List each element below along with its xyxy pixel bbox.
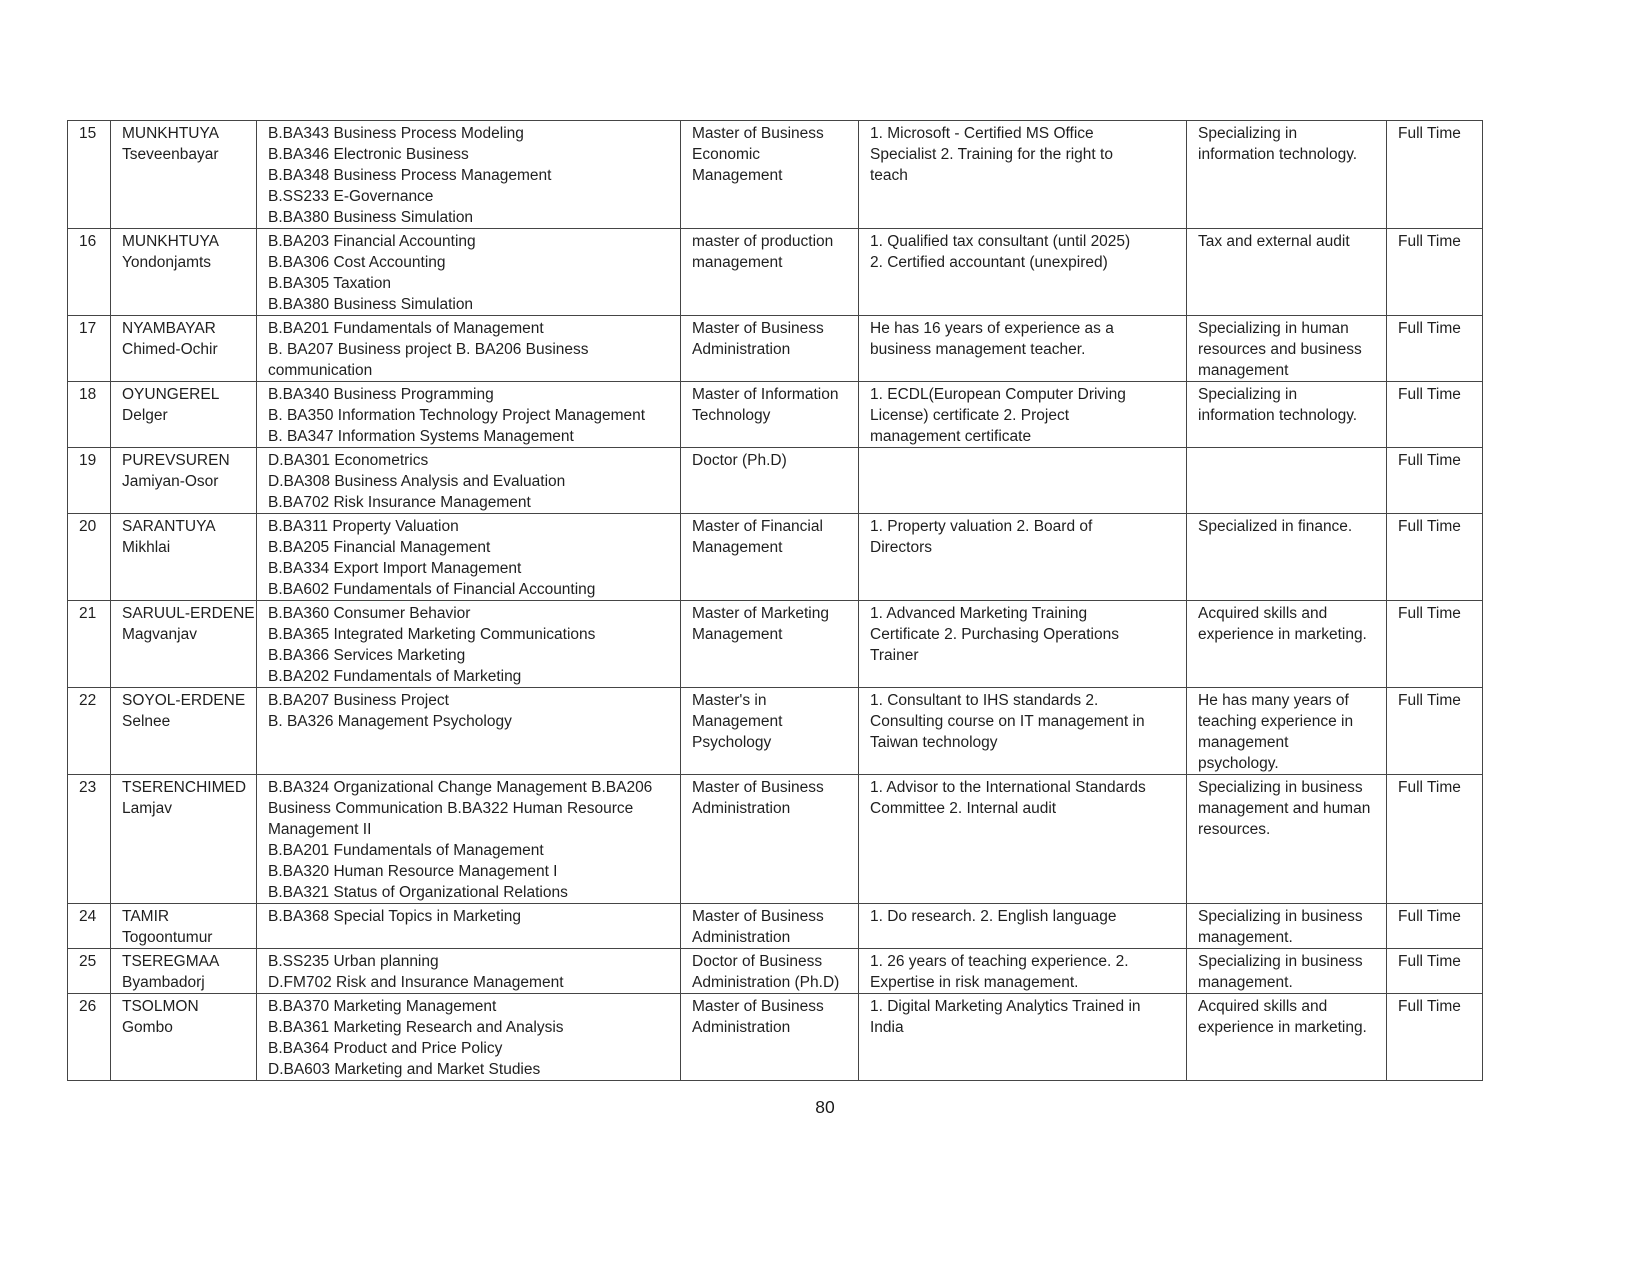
text-line: Gombo: [122, 1019, 173, 1036]
cell-employment: [1387, 904, 1483, 949]
text-line: D.BA301 Econometrics: [268, 452, 429, 469]
text-line: India: [870, 1019, 904, 1036]
text-line: TSEREGMAA: [122, 953, 220, 970]
text-line: Yondonjamts: [122, 254, 212, 271]
text-line: 1. 26 years of teaching experience. 2.: [870, 953, 1129, 970]
cell-specialization: [1187, 514, 1387, 601]
text-line: Administration: [692, 1019, 791, 1036]
cell-no: [68, 382, 111, 448]
text-line: management: [1198, 362, 1289, 379]
text-line: Specializing in: [1198, 386, 1298, 403]
text-line: 23: [79, 779, 97, 796]
cell-specialization: [1187, 994, 1387, 1081]
cell-degree: [681, 514, 859, 601]
text-line: NYAMBAYAR: [122, 320, 216, 337]
text-line: SARUUL-ERDENE: [122, 605, 255, 622]
text-line: TAMIR: [122, 908, 170, 925]
faculty-table-body: [68, 121, 1483, 1081]
text-line: management.: [1198, 974, 1293, 991]
text-line: Master of Information: [692, 386, 839, 403]
text-line: Full Time: [1398, 605, 1461, 622]
cell-employment: [1387, 382, 1483, 448]
text-line: 25: [79, 953, 97, 970]
text-line: B.BA702 Risk Insurance Management: [268, 494, 531, 511]
text-line: B. BA350 Information Technology Project Management: [268, 407, 646, 424]
cell-name: [111, 514, 257, 601]
text-line: Master of Business: [692, 320, 824, 337]
text-line: B.BA205 Financial Management: [268, 539, 491, 556]
cell-specialization: [1187, 229, 1387, 316]
text-line: Management: [692, 539, 783, 556]
cell-employment: [1387, 514, 1483, 601]
text-line: Selnee: [122, 713, 171, 730]
cell-name: [111, 688, 257, 775]
table-row-21: [68, 601, 1483, 688]
text-line: Full Time: [1398, 908, 1461, 925]
text-line: 1. Advisor to the International Standards: [870, 779, 1146, 796]
cell-specialization: [1187, 775, 1387, 904]
text-line: B.BA365 Integrated Marketing Communications: [268, 626, 596, 643]
text-line: B.BA306 Cost Accounting: [268, 254, 446, 271]
text-line: Tseveenbayar: [122, 146, 219, 163]
text-line: Full Time: [1398, 125, 1461, 142]
text-line: Specializing in business: [1198, 908, 1363, 925]
text-line: Management: [692, 167, 783, 184]
cell-degree: [681, 316, 859, 382]
cell-employment: [1387, 448, 1483, 514]
text-line: SARANTUYA: [122, 518, 216, 535]
text-line: TSERENCHIMED: [122, 779, 247, 796]
table-row-17: [68, 316, 1483, 382]
cell-degree: [681, 229, 859, 316]
cell-no: [68, 229, 111, 316]
text-line: 1. Microsoft - Certified MS Office: [870, 125, 1094, 142]
text-line: Master of Marketing: [692, 605, 829, 622]
cell-degree: [681, 949, 859, 994]
cell-name: [111, 904, 257, 949]
text-line: Doctor of Business: [692, 953, 823, 970]
cell-no: [68, 448, 111, 514]
cell-courses: [257, 316, 681, 382]
text-line: information technology.: [1198, 407, 1358, 424]
text-line: Togoontumur: [122, 929, 213, 946]
text-line: B. BA207 Business project B. BA206 Business: [268, 341, 589, 358]
text-line: experience in marketing.: [1198, 1019, 1367, 1036]
cell-no: [68, 994, 111, 1081]
cell-courses: [257, 775, 681, 904]
cell-specialization: [1187, 448, 1387, 514]
cell-degree: [681, 904, 859, 949]
cell-degree: [681, 121, 859, 229]
cell-certifications: [859, 601, 1187, 688]
text-line: Management: [692, 626, 783, 643]
text-line: resources and business: [1198, 341, 1362, 358]
text-line: Master of Business: [692, 908, 824, 925]
text-line: Psychology: [692, 734, 772, 751]
table-row-26: [68, 994, 1483, 1081]
page-number: 80: [815, 1097, 835, 1117]
cell-name: [111, 994, 257, 1081]
text-line: D.FM702 Risk and Insurance Management: [268, 974, 564, 991]
text-line: Master's in: [692, 692, 767, 709]
text-line: management: [692, 254, 783, 271]
cell-no: [68, 775, 111, 904]
cell-name: [111, 601, 257, 688]
text-line: Full Time: [1398, 998, 1461, 1015]
cell-employment: [1387, 121, 1483, 229]
cell-courses: [257, 904, 681, 949]
cell-specialization: [1187, 904, 1387, 949]
text-line: 22: [79, 692, 97, 709]
text-line: Administration: [692, 800, 791, 817]
text-line: Business Communication B.BA322 Human Resource: [268, 800, 634, 817]
text-line: B.BA602 Fundamentals of Financial Accounting: [268, 581, 596, 598]
text-line: 1. Consultant to IHS standards 2.: [870, 692, 1099, 709]
text-line: He has 16 years of experience as a: [870, 320, 1114, 337]
text-line: Master of Financial: [692, 518, 823, 535]
faculty-table: [67, 120, 1483, 1081]
text-line: Administration: [692, 929, 791, 946]
cell-degree: [681, 775, 859, 904]
text-line: Tax and external audit: [1198, 233, 1350, 250]
cell-certifications: [859, 316, 1187, 382]
text-line: SOYOL-ERDENE: [122, 692, 246, 709]
text-line: D.BA308 Business Analysis and Evaluation: [268, 473, 566, 490]
cell-degree: [681, 688, 859, 775]
text-line: 1. Digital Marketing Analytics Trained in: [870, 998, 1141, 1015]
cell-employment: [1387, 688, 1483, 775]
text-line: Full Time: [1398, 320, 1461, 337]
text-line: Specializing in human: [1198, 320, 1349, 337]
cell-no: [68, 316, 111, 382]
text-line: Specializing in: [1198, 125, 1298, 142]
text-line: Specializing in business: [1198, 779, 1363, 796]
cell-employment: [1387, 994, 1483, 1081]
table-row-19: [68, 448, 1483, 514]
cell-courses: [257, 121, 681, 229]
text-line: 1. Advanced Marketing Training: [870, 605, 1088, 622]
text-line: teach: [870, 167, 908, 184]
cell-specialization: [1187, 121, 1387, 229]
text-line: MUNKHTUYA: [122, 125, 220, 142]
text-line: B.BA368 Special Topics in Marketing: [268, 908, 522, 925]
text-line: 20: [79, 518, 97, 535]
text-line: B.BA320 Human Resource Management I: [268, 863, 558, 880]
text-line: experience in marketing.: [1198, 626, 1367, 643]
text-line: License) certificate 2. Project: [870, 407, 1070, 424]
text-line: D.BA603 Marketing and Market Studies: [268, 1061, 541, 1078]
text-line: master of production: [692, 233, 834, 250]
text-line: B.BA340 Business Programming: [268, 386, 494, 403]
text-line: B.BA305 Taxation: [268, 275, 391, 292]
text-line: Administration: [692, 341, 791, 358]
cell-certifications: [859, 514, 1187, 601]
text-line: psychology.: [1198, 755, 1279, 772]
text-line: B. BA326 Management Psychology: [268, 713, 512, 730]
text-line: Magvanjav: [122, 626, 197, 643]
text-line: Acquired skills and: [1198, 998, 1328, 1015]
table-row-15: [68, 121, 1483, 229]
cell-name: [111, 382, 257, 448]
text-line: Master of Business: [692, 998, 824, 1015]
text-line: Management II: [268, 821, 372, 838]
text-line: B. BA347 Information Systems Management: [268, 428, 574, 445]
text-line: 18: [79, 386, 97, 403]
cell-employment: [1387, 316, 1483, 382]
text-line: Full Time: [1398, 233, 1461, 250]
text-line: B.SS233 E-Governance: [268, 188, 434, 205]
text-line: Directors: [870, 539, 933, 556]
cell-certifications: [859, 949, 1187, 994]
text-line: Full Time: [1398, 953, 1461, 970]
cell-courses: [257, 601, 681, 688]
cell-employment: [1387, 601, 1483, 688]
text-line: Lamjav: [122, 800, 172, 817]
text-line: Economic: [692, 146, 761, 163]
cell-courses: [257, 688, 681, 775]
cell-degree: [681, 601, 859, 688]
cell-name: [111, 448, 257, 514]
text-line: Mikhlai: [122, 539, 171, 556]
text-line: 1. Property valuation 2. Board of: [870, 518, 1093, 535]
text-line: Consulting course on IT management in: [870, 713, 1145, 730]
cell-employment: [1387, 949, 1483, 994]
text-line: Full Time: [1398, 452, 1461, 469]
text-line: B.BA201 Fundamentals of Management: [268, 320, 544, 337]
text-line: He has many years of: [1198, 692, 1349, 709]
text-line: Management: [692, 713, 783, 730]
cell-name: [111, 316, 257, 382]
text-line: Administration (Ph.D): [692, 974, 840, 991]
cell-degree: [681, 382, 859, 448]
cell-certifications: [859, 229, 1187, 316]
cell-name: [111, 775, 257, 904]
text-line: Doctor (Ph.D): [692, 452, 787, 469]
cell-courses: [257, 382, 681, 448]
text-line: B.SS235 Urban planning: [268, 953, 439, 970]
text-line: B.BA370 Marketing Management: [268, 998, 497, 1015]
cell-certifications: [859, 448, 1187, 514]
cell-degree: [681, 994, 859, 1081]
text-line: Taiwan technology: [870, 734, 998, 751]
text-line: Specialist 2. Training for the right to: [870, 146, 1113, 163]
cell-certifications: [859, 904, 1187, 949]
cell-certifications: [859, 688, 1187, 775]
text-line: B.BA311 Property Valuation: [268, 518, 459, 535]
text-line: B.BA201 Fundamentals of Management: [268, 842, 544, 859]
text-line: information technology.: [1198, 146, 1358, 163]
text-line: B.BA380 Business Simulation: [268, 296, 474, 313]
text-line: Chimed-Ochir: [122, 341, 218, 358]
text-line: Full Time: [1398, 692, 1461, 709]
text-line: OYUNGEREL: [122, 386, 220, 403]
cell-specialization: [1187, 688, 1387, 775]
text-line: 24: [79, 908, 97, 925]
text-line: B.BA334 Export Import Management: [268, 560, 522, 577]
cell-certifications: [859, 121, 1187, 229]
text-line: MUNKHTUYA: [122, 233, 220, 250]
cell-no: [68, 949, 111, 994]
text-line: B.BA321 Status of Organizational Relations: [268, 884, 568, 901]
text-line: 19: [79, 452, 97, 469]
text-line: B.BA366 Services Marketing: [268, 647, 466, 664]
text-line: 15: [79, 125, 97, 142]
text-line: communication: [268, 362, 373, 379]
text-line: Specialized in finance.: [1198, 518, 1353, 535]
text-line: Specializing in business: [1198, 953, 1363, 970]
text-line: management certificate: [870, 428, 1032, 445]
cell-specialization: [1187, 382, 1387, 448]
text-line: B.BA364 Product and Price Policy: [268, 1040, 503, 1057]
text-line: B.BA207 Business Project: [268, 692, 449, 709]
cell-specialization: [1187, 949, 1387, 994]
text-line: teaching experience in: [1198, 713, 1354, 730]
cell-no: [68, 904, 111, 949]
text-line: Full Time: [1398, 386, 1461, 403]
text-line: Jamiyan-Osor: [122, 473, 219, 490]
text-line: Master of Business: [692, 125, 824, 142]
text-line: management and human: [1198, 800, 1371, 817]
table-row-23: [68, 775, 1483, 904]
table-row-20: [68, 514, 1483, 601]
cell-courses: [257, 994, 681, 1081]
cell-certifications: [859, 775, 1187, 904]
cell-no: [68, 121, 111, 229]
text-line: Expertise in risk management.: [870, 974, 1079, 991]
text-line: B.BA380 Business Simulation: [268, 209, 474, 226]
text-line: Trainer: [870, 647, 919, 664]
text-line: 1. ECDL(European Computer Driving: [870, 386, 1126, 403]
text-line: Committee 2. Internal audit: [870, 800, 1057, 817]
cell-courses: [257, 514, 681, 601]
text-line: 1. Do research. 2. English language: [870, 908, 1117, 925]
text-line: Byambadorj: [122, 974, 205, 991]
text-line: B.BA346 Electronic Business: [268, 146, 469, 163]
table-row-24: [68, 904, 1483, 949]
text-line: B.BA202 Fundamentals of Marketing: [268, 668, 522, 685]
text-line: B.BA361 Marketing Research and Analysis: [268, 1019, 564, 1036]
text-line: 16: [79, 233, 97, 250]
text-line: PUREVSUREN: [122, 452, 230, 469]
table-row-22: [68, 688, 1483, 775]
cell-employment: [1387, 229, 1483, 316]
cell-no: [68, 601, 111, 688]
table-row-16: [68, 229, 1483, 316]
cell-specialization: [1187, 601, 1387, 688]
text-line: business management teacher.: [870, 341, 1086, 358]
text-line: B.BA348 Business Process Management: [268, 167, 552, 184]
cell-employment: [1387, 775, 1483, 904]
text-line: B.BA324 Organizational Change Management B.BA206: [268, 779, 653, 796]
cell-no: [68, 514, 111, 601]
cell-certifications: [859, 994, 1187, 1081]
text-line: resources.: [1198, 821, 1271, 838]
cell-name: [111, 949, 257, 994]
text-line: Full Time: [1398, 779, 1461, 796]
text-line: 26: [79, 998, 97, 1015]
text-line: 17: [79, 320, 97, 337]
text-line: 2. Certified accountant (unexpired): [870, 254, 1108, 271]
cell-name: [111, 121, 257, 229]
cell-courses: [257, 229, 681, 316]
text-line: Technology: [692, 407, 771, 424]
text-line: B.BA203 Financial Accounting: [268, 233, 476, 250]
text-line: management: [1198, 734, 1289, 751]
cell-degree: [681, 448, 859, 514]
cell-specialization: [1187, 316, 1387, 382]
text-line: Master of Business: [692, 779, 824, 796]
cell-no: [68, 688, 111, 775]
text-line: 1. Qualified tax consultant (until 2025): [870, 233, 1131, 250]
text-line: 21: [79, 605, 97, 622]
text-line: management.: [1198, 929, 1293, 946]
text-line: Full Time: [1398, 518, 1461, 535]
text-line: Certificate 2. Purchasing Operations: [870, 626, 1119, 643]
cell-certifications: [859, 382, 1187, 448]
text-line: B.BA360 Consumer Behavior: [268, 605, 471, 622]
table-row-25: [68, 949, 1483, 994]
text-line: Delger: [122, 407, 168, 424]
cell-courses: [257, 949, 681, 994]
text-line: Acquired skills and: [1198, 605, 1328, 622]
text-line: TSOLMON: [122, 998, 199, 1015]
cell-name: [111, 229, 257, 316]
table-row-18: [68, 382, 1483, 448]
text-line: B.BA343 Business Process Modeling: [268, 125, 524, 142]
cell-courses: [257, 448, 681, 514]
